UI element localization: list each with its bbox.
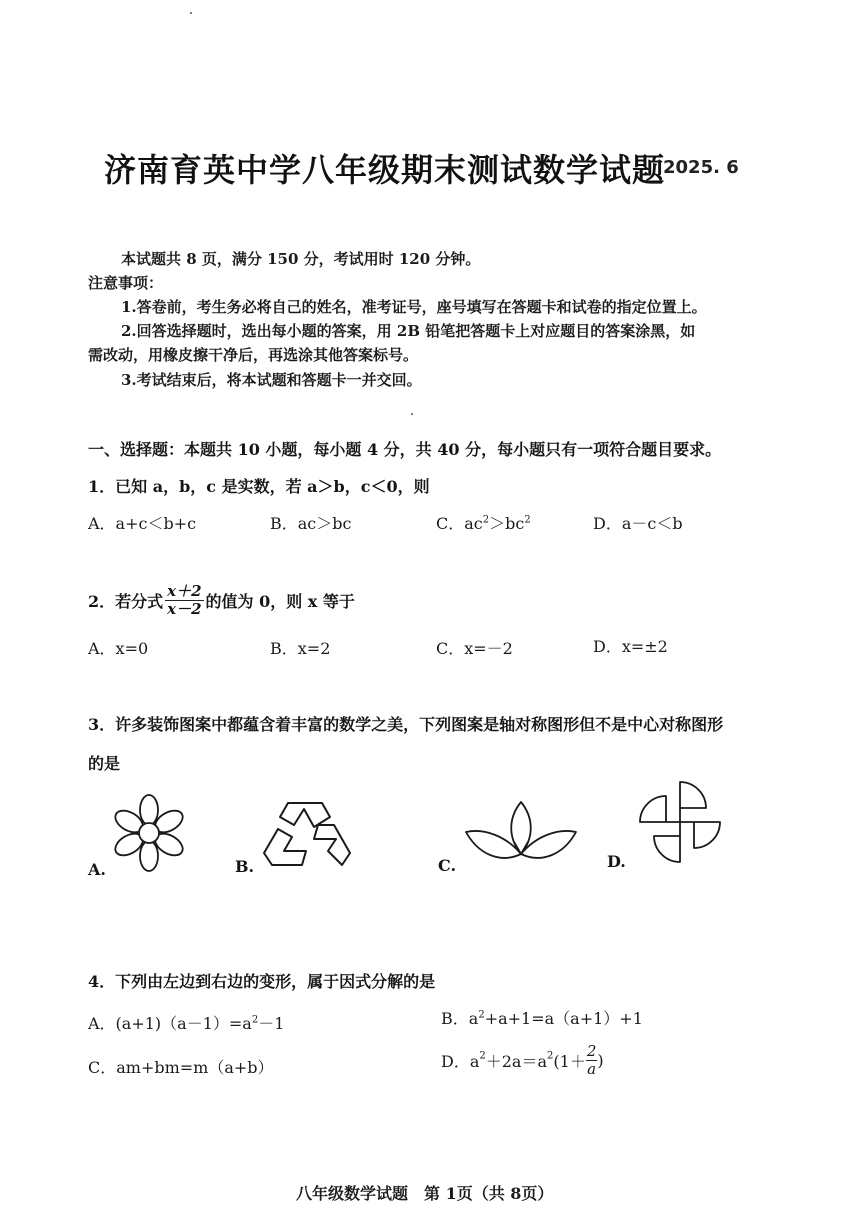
page-title: 济南育英中学八年级期末测试数学试题 <box>104 151 666 189</box>
q4-option-c: C．am+bm=m（a+b） <box>88 1058 274 1077</box>
q2-option-b: B．x=2 <box>270 639 331 658</box>
exam-info: 本试题共 8 页，满分 150 分，考试用时 120 分钟。 <box>121 250 481 268</box>
q3-label-a: A. <box>88 860 106 879</box>
notice-title: 注意事项： <box>88 274 164 292</box>
page-footer: 八年级数学试题 第 1页（共 8页） <box>296 1184 554 1203</box>
q1-option-b: B．ac＞bc <box>270 514 352 533</box>
exam-date: 2025. 6 <box>663 157 739 178</box>
q1-option-c: C．$ac^2>bc^2$ <box>436 514 531 533</box>
q3-label-c: C. <box>438 856 457 875</box>
q1-option-a: A．a+c＜b+c <box>88 514 197 533</box>
question-3-stem-cont: 的是 <box>88 754 121 773</box>
pinwheel-figure <box>634 778 726 866</box>
lotus-figure <box>462 798 580 868</box>
q4-option-a: A．$(a+1)(a-1)=a^2-1$ <box>88 1014 285 1033</box>
notice-item-2: 2.回答选择题时，选出每小题的答案，用 2B 铅笔把答题卡上对应题目的答案涂黑，如 <box>121 322 696 340</box>
question-1-stem: 1．已知 a，b，c 是实数，若 a＞b，c＜0，则 <box>88 477 430 496</box>
q2-option-d: D．x=±2 <box>593 637 668 656</box>
q4-option-d: D．$a^2+2a=a^2(1+$ $\frac{2}{a}$ ) <box>441 1042 604 1078</box>
q2-option-c: C．x=－2 <box>436 639 513 658</box>
q3-label-b: B. <box>235 857 255 876</box>
flower-figure <box>104 788 194 878</box>
notice-item-3: 3.考试结束后，将本试题和答题卡一并交回。 <box>121 371 422 389</box>
notice-item-2-cont: 需改动，用橡皮擦干净后，再选涂其他答案标号。 <box>88 346 419 364</box>
section-heading: 一、选择题：本题共 10 小题，每小题 4 分，共 40 分，每小题只有一项符合题目要求。 <box>88 440 722 459</box>
notice-item-1: 1.答卷前，考生务必将自己的姓名，准考证号，座号填写在答题卡和试卷的指定位置上。 <box>121 298 707 316</box>
q3-label-d: D. <box>607 852 626 871</box>
recycle-triangle-figure <box>258 795 356 873</box>
q4-option-b: B．$a^2+a+1=a(a+1)+1$ <box>441 1009 643 1028</box>
q1-option-d: D．a－c＜b <box>593 514 683 533</box>
question-2-stem: 2．若分式 $\frac{x+2}{x-2}$ 的值为 0，则 x 等于 <box>88 582 355 618</box>
q2-option-a: A．x=0 <box>88 639 149 658</box>
question-4-stem: 4．下列由左边到右边的变形，属于因式分解的是 <box>88 972 436 991</box>
fraction: $\frac{x+2}{x-2}$ <box>167 582 202 618</box>
scan-speck <box>190 12 192 14</box>
fraction: $\frac{2}{a}$ <box>586 1042 597 1078</box>
question-3-stem: 3．许多装饰图案中都蕴含着丰富的数学之美，下列图案是轴对称图形但不是中心对称图形 <box>88 715 724 734</box>
scan-speck <box>411 413 413 415</box>
